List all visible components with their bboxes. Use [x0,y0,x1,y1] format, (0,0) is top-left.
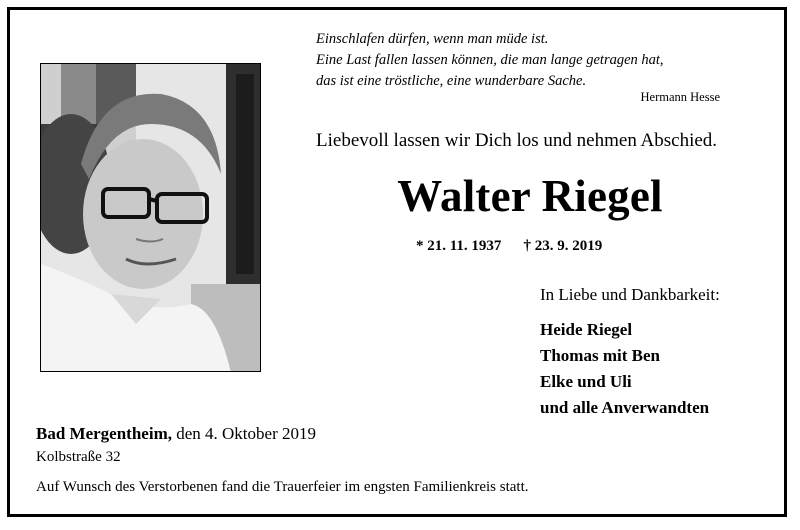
portrait-photo [40,63,261,372]
quote [316,29,664,92]
notice-date: den 4. Oktober 2019 [176,424,316,443]
family-member: und alle Anverwandten [540,398,710,417]
quote-line: Eine Last fallen lassen können, die man lange getragen hat, [316,52,664,68]
deceased-name: Walter Riegel [397,171,663,221]
family-member: Thomas mit Ben [540,346,660,365]
quote-author: Hermann Hesse [640,90,720,104]
funeral-note: Auf Wunsch des Verstorbenen fand die Trauerfeier im engsten Familienkreis statt. [36,479,529,495]
family-member: Elke und Uli [540,372,632,391]
street-address: Kolbstraße 32 [36,449,121,465]
thanks-line: In Liebe und Dankbarkeit: [540,285,720,304]
family-member: Heide Riegel [540,320,633,339]
quote-line: Einschlafen dürfen, wenn man müde ist. [316,31,549,47]
life-dates [416,238,602,255]
place-and-date [36,424,316,444]
farewell-line: Liebevoll lassen wir Dich los und nehmen Abschied. [316,130,718,151]
birth-date: * 21. 11. 1937 [416,238,502,254]
quote-line: das ist eine tröstliche, eine wunderbare Sache. [316,73,587,89]
death-date: † 23. 9. 2019 [523,238,603,254]
family-list [540,317,709,421]
city: Bad Mergentheim, [36,424,172,443]
